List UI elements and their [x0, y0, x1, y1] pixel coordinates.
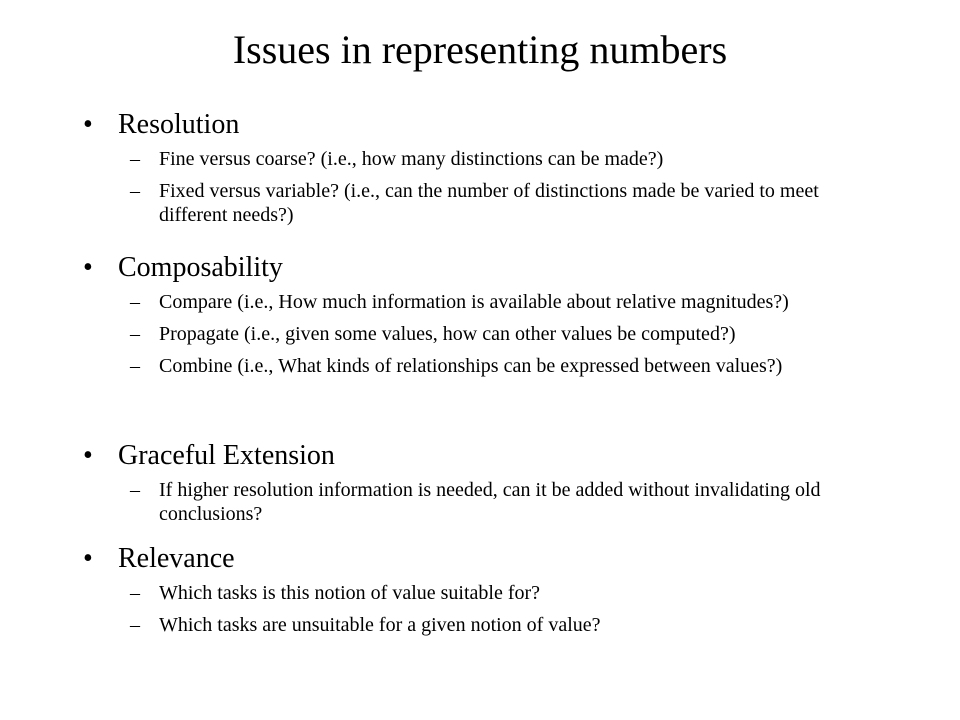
- dash-icon: –: [130, 148, 140, 170]
- sub-bullet-text: Fixed versus variable? (i.e., can the number of distinctions made be varied to meet different needs?): [159, 180, 819, 226]
- sub-bullet-text: Combine (i.e., What kinds of relationships can be expressed between values?): [159, 355, 783, 377]
- bullet-list: [83, 108, 883, 645]
- dash-icon: –: [130, 582, 140, 604]
- sub-bullet-text: If higher resolution information is needed, can it be added without invalidating old conclusions?: [159, 479, 821, 525]
- dash-icon: –: [130, 323, 140, 345]
- sub-bullet-item: [83, 147, 883, 171]
- section-relevance: [83, 542, 883, 637]
- sub-bullet-text: Which tasks are unsuitable for a given notion of value?: [159, 614, 601, 636]
- dash-icon: –: [130, 479, 140, 501]
- sub-bullet-text: Which tasks is this notion of value suitable for?: [159, 582, 541, 604]
- dash-icon: –: [130, 180, 140, 202]
- bullet-icon: •: [83, 252, 93, 283]
- dash-icon: –: [130, 291, 140, 313]
- section-heading: Composability: [118, 252, 283, 283]
- bullet-item: [83, 251, 883, 285]
- bullet-icon: •: [83, 543, 93, 574]
- bullet-icon: •: [83, 440, 93, 471]
- sub-bullet-item: [83, 179, 883, 227]
- sub-bullet-text: Propagate (i.e., given some values, how can other values be computed?): [159, 323, 736, 345]
- dash-icon: –: [130, 355, 140, 377]
- sub-bullet-text: Compare (i.e., How much information is available about relative magnitudes?): [159, 291, 789, 313]
- slide-title: Issues in representing numbers: [232, 27, 728, 72]
- sub-bullet-item: [83, 290, 883, 314]
- section-heading: Relevance: [118, 543, 235, 574]
- bullet-icon: •: [83, 109, 93, 140]
- sub-bullet-item: [83, 613, 883, 637]
- sub-bullet-item: [83, 581, 883, 605]
- bullet-item: [83, 542, 883, 576]
- section-heading: Graceful Extension: [118, 440, 335, 471]
- sub-bullet-item: [83, 478, 883, 526]
- dash-icon: –: [130, 614, 140, 636]
- section-graceful-extension: [83, 439, 883, 542]
- section-resolution: [83, 108, 883, 251]
- bullet-item: [83, 108, 883, 142]
- sub-bullet-item: [83, 322, 883, 346]
- bullet-item: [83, 439, 883, 473]
- section-heading: Resolution: [118, 109, 240, 140]
- sub-bullet-item: [83, 354, 883, 378]
- sub-bullet-text: Fine versus coarse? (i.e., how many distinctions can be made?): [159, 148, 664, 170]
- section-composability: [83, 251, 883, 439]
